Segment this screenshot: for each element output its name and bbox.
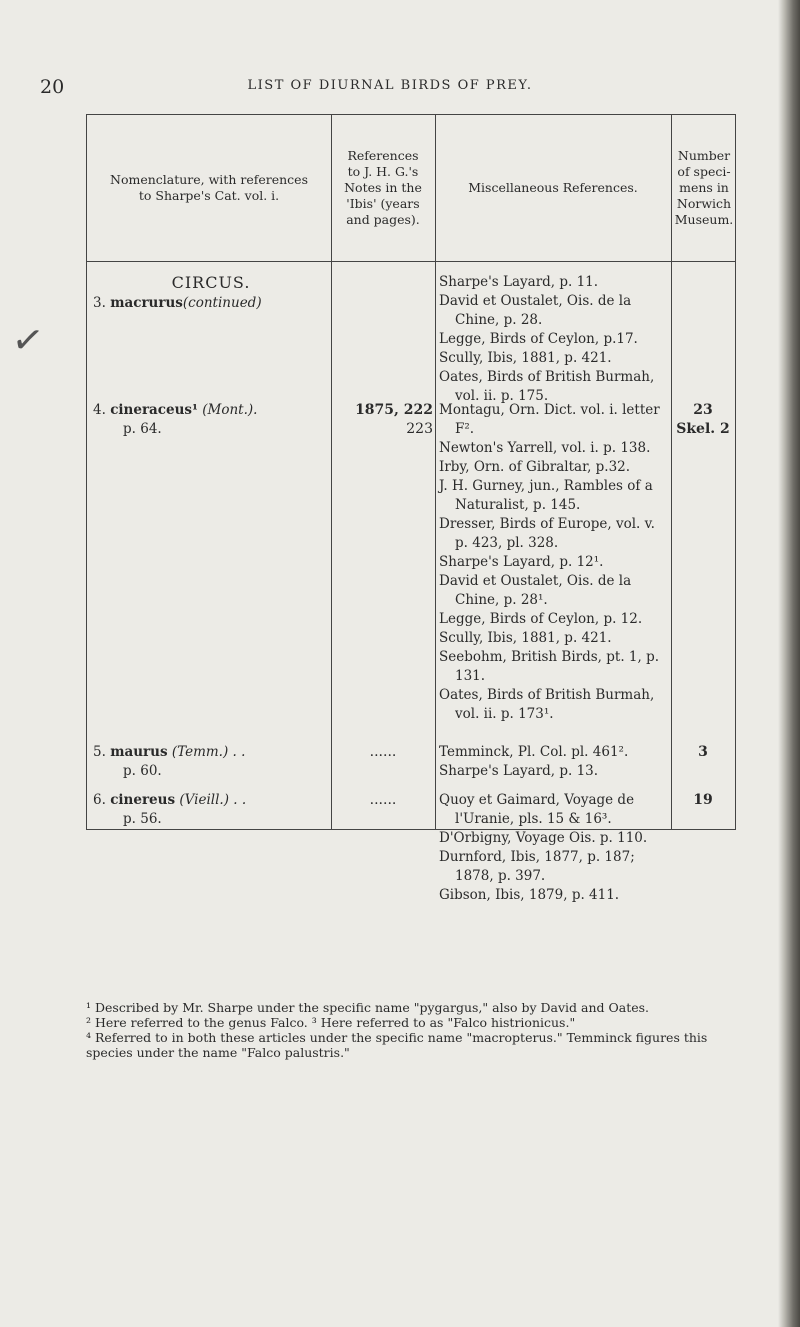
entry-5-nomenclature: 5. maurus (Temm.) . . p. 60. xyxy=(93,744,246,779)
footnote-4: ⁴ Referred to in both these articles under the specific name "macropterus." Temminck figures this species under the name "Falco palustris." xyxy=(86,1030,708,1060)
header-misc: Miscellaneous References. xyxy=(468,180,638,195)
nomenclature-table xyxy=(86,114,736,903)
header-count: Number of speci- mens in Norwich Museum. xyxy=(674,148,734,227)
entry-5-references: Temminck, Pl. Col. pl. 461². Sharpe's Layard, p. 13. xyxy=(439,744,629,779)
footnote-1: ¹ Described by Mr. Sharpe under the specific name "pygargus," also by David and Oates. xyxy=(86,1000,650,1015)
header-notes: References to J. H. G.'s Notes in the 'Ibis' (years and pages). xyxy=(344,148,422,227)
entry-3-nomenclature: 3. macrurus(continued) xyxy=(93,295,262,311)
footnotes xyxy=(86,1000,746,1060)
entry-6-references: Quoy et Gaimard, Voyage de l'Uranie, pls. 15 & 16³. D'Orbigny, Voyage Ois. p. 110. Durnford, Ibis, 1877, p. 187; 1878, p. 397. Gibson, Ibis, 1879, p. 411. xyxy=(439,792,648,903)
entry-4-references: Montagu, Orn. Dict. vol. i. letter F². Newton's Yarrell, vol. i. p. 138. Irby, Orn. of Gibraltar, p.32. J. H. Gurney, jun., Rambles of a Naturalist, p. 145. Dresser, Birds of Europe, vol. v. p. 423, pl. 328. Sharpe's Layard, p. 12¹. David et Oustalet, Ois. de la Chine, p. 28¹. Legge, Birds of Ceylon, p. 12. Scully, Ibis, 1881, p. 421. Seebohm, British Birds, pt. 1, p. 131. Oates, Birds of British Burmah, vol. ii. p. 173¹. xyxy=(439,402,660,722)
margin-check-mark: ✓ xyxy=(9,315,47,365)
entry-5-count: 3 xyxy=(698,744,708,760)
entry-4-notes: 1875, 222 223 xyxy=(355,402,433,437)
entry-6-count: 19 xyxy=(693,792,713,808)
genus-name: CIRCUS. xyxy=(171,273,251,292)
running-head: LIST OF DIURNAL BIRDS OF PREY. xyxy=(247,78,533,93)
header-nomenclature: Nomenclature, with references to Sharpe's Cat. vol. i. xyxy=(110,172,308,203)
page-edge-shadow xyxy=(778,0,800,1327)
entry-5-notes: ...... xyxy=(369,744,397,760)
entry-6-notes: ...... xyxy=(369,792,397,808)
entry-6-nomenclature: 6. cinereus (Vieill.) . . p. 56. xyxy=(93,792,247,827)
entry-4-nomenclature: 4. cineraceus¹ (Mont.). p. 64. xyxy=(93,402,258,437)
entry-4-count: 23 Skel. 2 xyxy=(676,402,730,437)
page-number: 20 xyxy=(40,76,65,98)
entry-3-references: Sharpe's Layard, p. 11. David et Oustalet, Ois. de la Chine, p. 28. Legge, Birds of Ceylon, p.17. Scully, Ibis, 1881, p. 421. Oates, Birds of British Burmah, vol. ii. p. 175. xyxy=(439,274,655,404)
footnote-2-3: ² Here referred to the genus Falco. ³ Here referred to as "Falco histrionicus." xyxy=(86,1015,576,1030)
